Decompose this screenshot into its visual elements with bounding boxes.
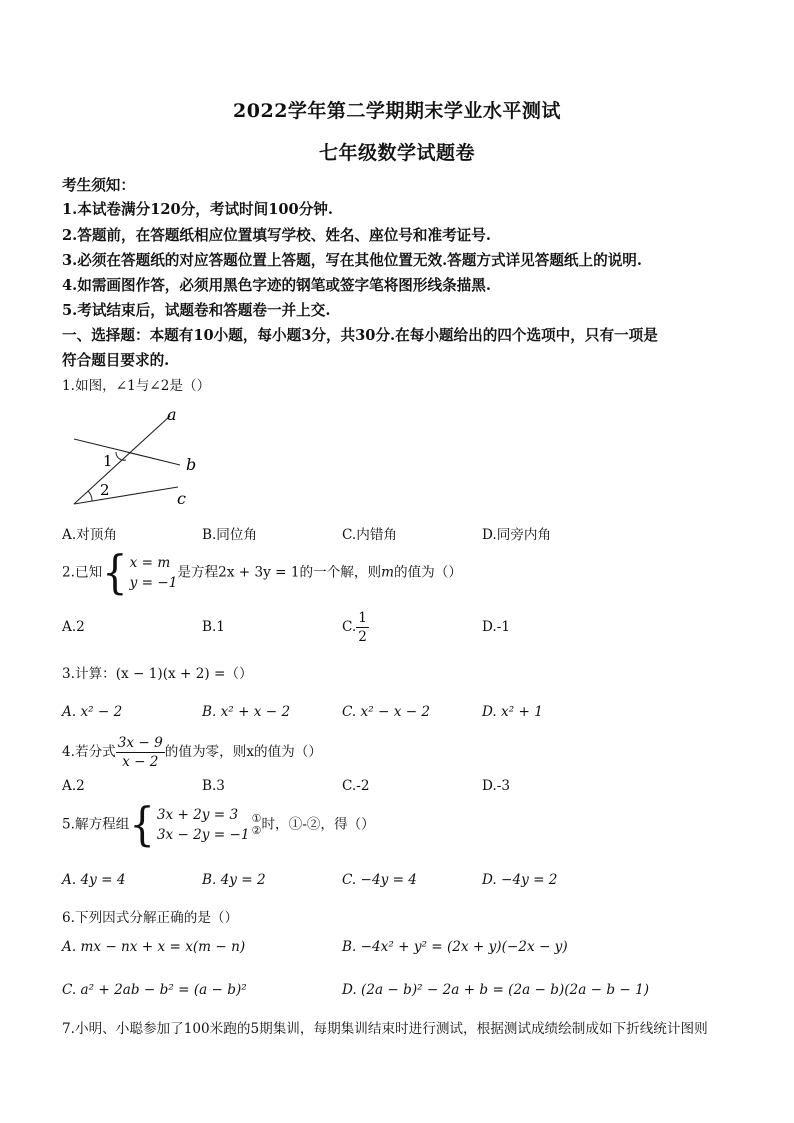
q5-system: 3x + 2y = 3 3x − 2y = −1 (156, 807, 250, 843)
q4-fraction: $\frac{3x - 9}{x - 2}$ (117, 735, 163, 770)
q6-option-c: C. a² + 2ab − b² = (a − b)² (62, 982, 247, 998)
section-heading-line1: 一、选择题：本题有10小题，每小题3分，共30分.在每小题给出的四个选项中，只有一项是 (62, 327, 658, 344)
exam-title: 2022学年第二学期期末学业水平测试 (233, 100, 561, 122)
q5-option-d: D. −4y = 2 (482, 872, 558, 888)
q3-option-c: C. x² − x − 2 (342, 704, 431, 720)
q2-system: x = m y = −1 (129, 555, 178, 591)
q5-option-a: A. 4y = 4 (62, 872, 126, 888)
notice-heading: 考生须知： (62, 177, 135, 194)
q2-stem: 2.已知{ x = m y = −1 是方程2x + 3y = 1的一个解，则m的值为（） (62, 546, 462, 600)
q5-markers: ① ② (251, 812, 262, 837)
q2-option-d: D.-1 (482, 619, 510, 635)
label-b: b (186, 455, 197, 474)
label-c: c (177, 489, 186, 508)
q3-option-b: B. x² + x − 2 (202, 704, 291, 720)
label-2: 2 (100, 481, 110, 499)
q2-option-a: A.2 (62, 619, 85, 635)
q4-option-a: A.2 (62, 778, 85, 794)
label-1: 1 (103, 452, 113, 470)
q1-stem: 1.如图，∠1与∠2是（） (62, 378, 211, 394)
q3-option-a: A. x² − 2 (62, 704, 123, 720)
q1-figure (62, 400, 212, 515)
notice-item-5: 5.考试结束后，试题卷和答题卷一并上交. (62, 302, 331, 319)
q4-option-c: C.-2 (342, 778, 370, 794)
q6-stem: 6.下列因式分解正确的是（） (62, 910, 239, 926)
q1-option-d: D.同旁内角 (482, 527, 552, 543)
label-a: a (167, 405, 177, 424)
q6-option-d: D. (2a − b)² − 2a + b = (2a − b)(2a − b − 1) (342, 982, 650, 998)
q5-stem: 5.解方程组{ 3x + 2y = 3 3x − 2y = −1 ① ② 时，①-②，得（） (62, 798, 375, 852)
q4-stem: 4.若分式 $\frac{3x - 9}{x - 2}$ 的值为零，则x的值为（） (62, 735, 322, 770)
angle-1-arc (116, 452, 126, 460)
q5-option-b: B. 4y = 2 (202, 872, 266, 888)
q6-option-b: B. −4x² + y² = (2x + y)(−2x − y) (342, 939, 568, 955)
notice-item-1: 1.本试卷满分120分，考试时间100分钟. (62, 201, 333, 218)
q1-option-a: A.对顶角 (62, 527, 117, 543)
q6-option-a: A. mx − nx + x = x(m − n) (62, 939, 246, 955)
q7-stem: 7.小明、小聪参加了100米跑的5期集训，每期集训结束时进行测试，根据测试成绩绘制成如下折线统计图则 (62, 1021, 708, 1037)
q5-brace: { (129, 798, 155, 852)
exam-subtitle: 七年级数学试题卷 (318, 142, 475, 164)
q1-option-b: B.同位角 (202, 527, 258, 543)
notice-item-2: 2.答题前，在答题纸相应位置填写学校、姓名、座位号和准考证号. (62, 227, 491, 244)
q3-stem: 3.计算：(x − 1)(x + 2) =（） (62, 666, 253, 682)
q1-option-c: C.内错角 (342, 527, 398, 543)
notice-item-4: 4.如需画图作答，必须用黑色字迹的钢笔或签字笔将图形线条描黑. (62, 277, 491, 294)
q2-brace: { (102, 546, 128, 600)
q2-option-b: B.1 (202, 619, 225, 635)
angle-2-arc (88, 491, 92, 501)
section-heading-line2: 符合题目要求的. (62, 352, 170, 369)
notice-item-3: 3.必须在答题纸的对应答题位置上答题，写在其他位置无效.答题方式详见答题纸上的说明. (62, 252, 642, 269)
q3-option-d: D. x² + 1 (482, 704, 543, 720)
q4-option-d: D.-3 (482, 778, 510, 794)
q5-option-c: C. −4y = 4 (342, 872, 417, 888)
line-b (74, 439, 180, 465)
q4-option-b: B.3 (202, 778, 225, 794)
q2-option-c-fraction: $\frac{1}{2}$ (358, 610, 367, 645)
q2-option-c: C. $\frac{1}{2}$ (342, 610, 367, 645)
